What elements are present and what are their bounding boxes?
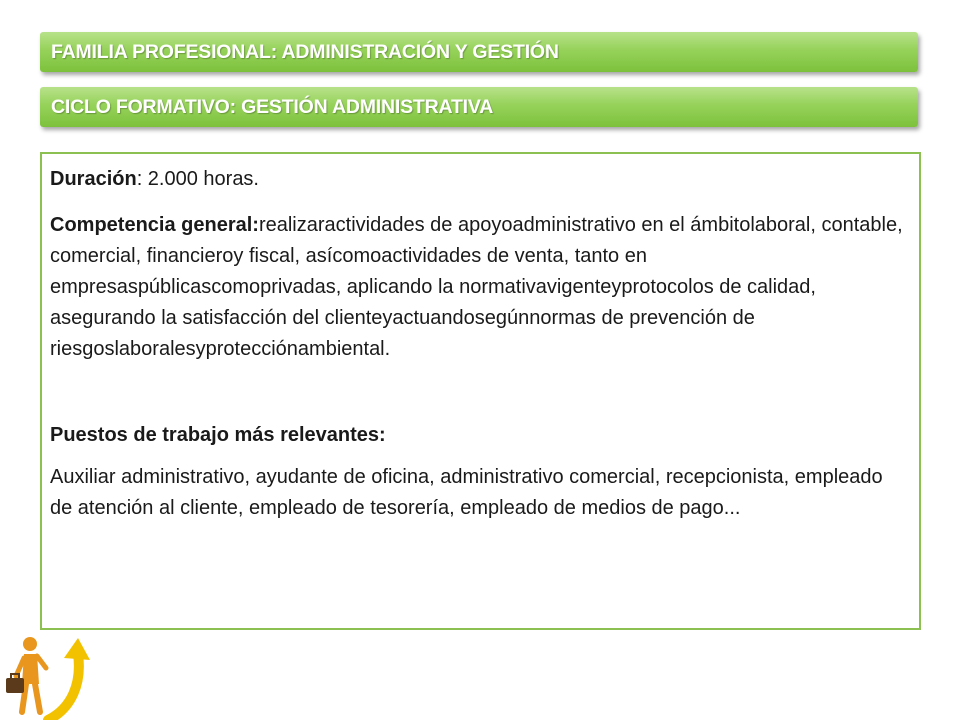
ciclo-formativo-banner [40,87,918,127]
content-box [40,152,921,630]
familia-profesional-title: FAMILIA PROFESIONAL: ADMINISTRACIÓN Y GESTIÓN [51,40,559,63]
duracion-label: Duración [50,168,137,190]
puestos-label: Puestos de trabajo más relevantes: [50,424,386,446]
puestos-heading [50,420,909,451]
competencia-label: Competencia general: [50,214,259,236]
puestos-text: Auxiliar administrativo, ayudante de oficina, administrativo comercial, recepcionista, empleado de atención al cliente, empleado de tesorería, empleado de medios de pago... [50,466,883,519]
duracion-value: : 2.000 horas. [136,168,259,190]
businessman-arrow-icon [2,628,94,720]
competencia-paragraph [50,210,909,365]
familia-profesional-banner [40,32,918,72]
duracion-line [50,164,909,195]
ciclo-formativo-title: CICLO FORMATIVO: GESTIÓN ADMINISTRATIVA [51,95,494,118]
competencia-text: realizaractividades de apoyoadministrativo en el ámbitolaboral, contable, comercial, financieroy fiscal, asícomoactividades de venta, tanto en empresaspúblicascomoprivadas, aplicando la normativavigenteyprotocolos de calidad, asegurando la satisfacción del clienteyactuandosegúnnormas de prevención de riesgoslaboralesyprotecciónambiental. [50,214,903,360]
